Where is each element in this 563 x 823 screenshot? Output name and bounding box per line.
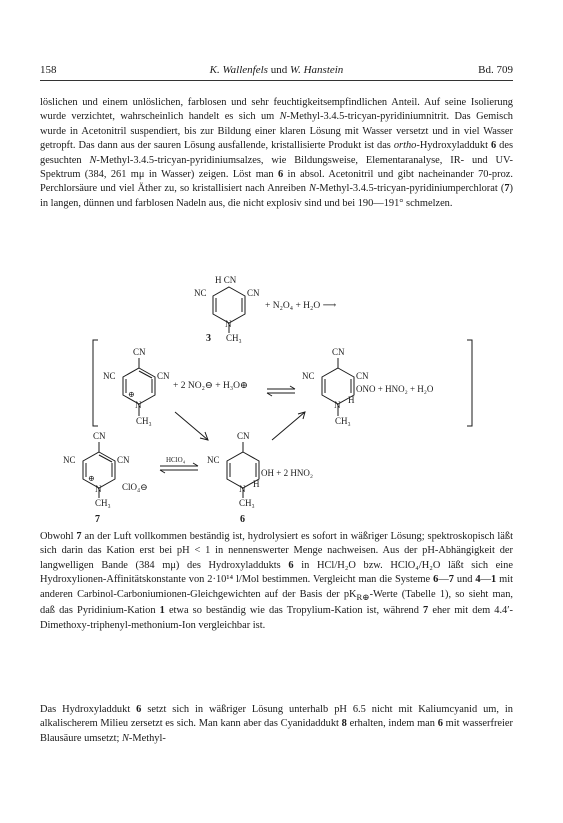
compound-6-label: 6 [240,514,245,525]
compound-3-ring [213,287,245,323]
c6-cn-top: CN [237,431,250,441]
bl-cn-top: CN [133,347,146,357]
c7-anion: ClO₄⊖ [122,482,148,492]
volume-label: Bd. 709 [478,64,513,76]
br-cn-top: CN [332,347,345,357]
c7-n: N [95,484,102,494]
c3-ch3: CH₃ [226,333,242,343]
reagents-line-2: + 2 NO₂⊖ + H₃O⊕ [173,381,248,391]
c3-n: N [225,319,232,329]
bl-ch3: CH₃ [136,416,152,426]
c6-n: N [239,484,246,494]
c6-ch3: CH₃ [239,498,255,508]
page-number: 158 [40,64,57,76]
br-n: N [334,400,341,410]
compound-3-label: 3 [206,333,211,344]
reagents-line-1: + N₂O₄ + H₂O ⟶ [265,301,337,311]
br-nc: NC [302,371,315,381]
c7-nc: NC [63,455,76,465]
c3-cn: CN [247,288,260,298]
c6-nc: NC [207,455,220,465]
bl-plus: ⊕ [128,390,135,399]
arrow-up-right [272,412,305,440]
c6-oh: OH + 2 HNO₂ [261,468,313,478]
paragraph-2: Obwohl 7 an der Luft vollkommen beständig ist, hydrolysiert es sofort in wäßriger Lösung; spektroskopisch läßt sich darin das Kation erst bei pH < 1 in nennenswerter Menge nachweisen. Aus der pH-Abhängigkeit der langwelligen Bande (384 mμ) des Hydroxyladdukts 6 in HCl/H₂O bzw. HClO₄/H₂O läßt sich eine Hydroxylionen-Affinitätskonstante von 2·10¹⁴ l/Mol bestimmen. Vergleicht man die Systeme 6—7 und 4—1 mit anderen Carbinol-Carboniumionen-Gleichgewichten auf der Basis der $pK_{R\oplus}$-Werte (Tabelle 1), so sieht man, daß das Pyridinium-Kation 1 etwa so beständig wie das Tropylium-Kation ist, während 7 eher mit dem 4.4′-Dimethoxy-triphenyl-methonium-Ion vergleichbar ist. [40,531,514,631]
c3-nc: NC [194,288,207,298]
paragraph-3: Das Hydroxyladdukt 6 setzt sich in wäßriger Lösung unterhalb pH 6.5 nicht mit Kaliumcyanid um, in alkalischerem Milieu zersetzt es sich. Man kann aber das Cyanidaddukt 8 erhalten, indem man 6 mit wasserfreier Blausäure umsetzt; N-Methyl- [40,704,514,744]
br-cn: CN [356,371,369,381]
c7-cn-top: CN [93,431,106,441]
br-h: H [348,395,355,405]
hclo4-reagent: HClO₄ [166,456,186,464]
running-title: K. Wallenfels und W. Hanstein [209,64,344,76]
br-ch3: CH₃ [335,416,351,426]
br-ono: ONO + HNO₂ + H₂O [356,384,434,394]
c7-cn: CN [117,455,130,465]
c7-plus: ⊕ [88,474,95,483]
c7-ch3: CH₃ [95,498,111,508]
c3-top-label: H CN [215,275,237,285]
c6-h: H [253,479,260,489]
arrow-down-right [175,412,208,440]
paragraph-1: löslichen und einem unlöslichen, farblosen und sehr feuchtigkeitsempfindlichen Anteil. Auf seine Isolierung wurde verzichtet, wahrscheinlich handelt es sich um N-Methyl-3.4.5-tricyan-pyridiniumnitrit. Das Gemisch wurde in Acetonitril suspendiert, bis zur Bildung einer klaren Lösung mit Wasser versetzt und in viel Wasser getropft. Das dann aus der sauren Lösung ausfallende, kristallisierte Produkt ist das ortho-Hydroxyladdukt 6 des gesuchten N-Methyl-3.4.5-tricyan-pyridiniumsalzes, wie Bildungsweise, Elementaranalyse, IR- und UV-Spektrum (384, 261 mμ in Wasser) zeigen. Löst man 6 in absol. Acetonitril und gibt nacheinander 70-proz. Perchlorsäure und viel Äther zu, so kristallisiert nach Anreiben N-Methyl-3.4.5-tricyan-pyridiniumperchlorat (7) in langen, dünnen und farblosen Nadeln aus, die nicht explosiv sind und bei 190—191° schmelzen. [40,97,514,209]
left-bracket [93,340,98,426]
compound-7-label: 7 [95,514,100,525]
bl-cn: CN [157,371,170,381]
bl-nc: NC [103,371,116,381]
right-bracket [467,340,472,426]
bl-n: N [135,400,142,410]
